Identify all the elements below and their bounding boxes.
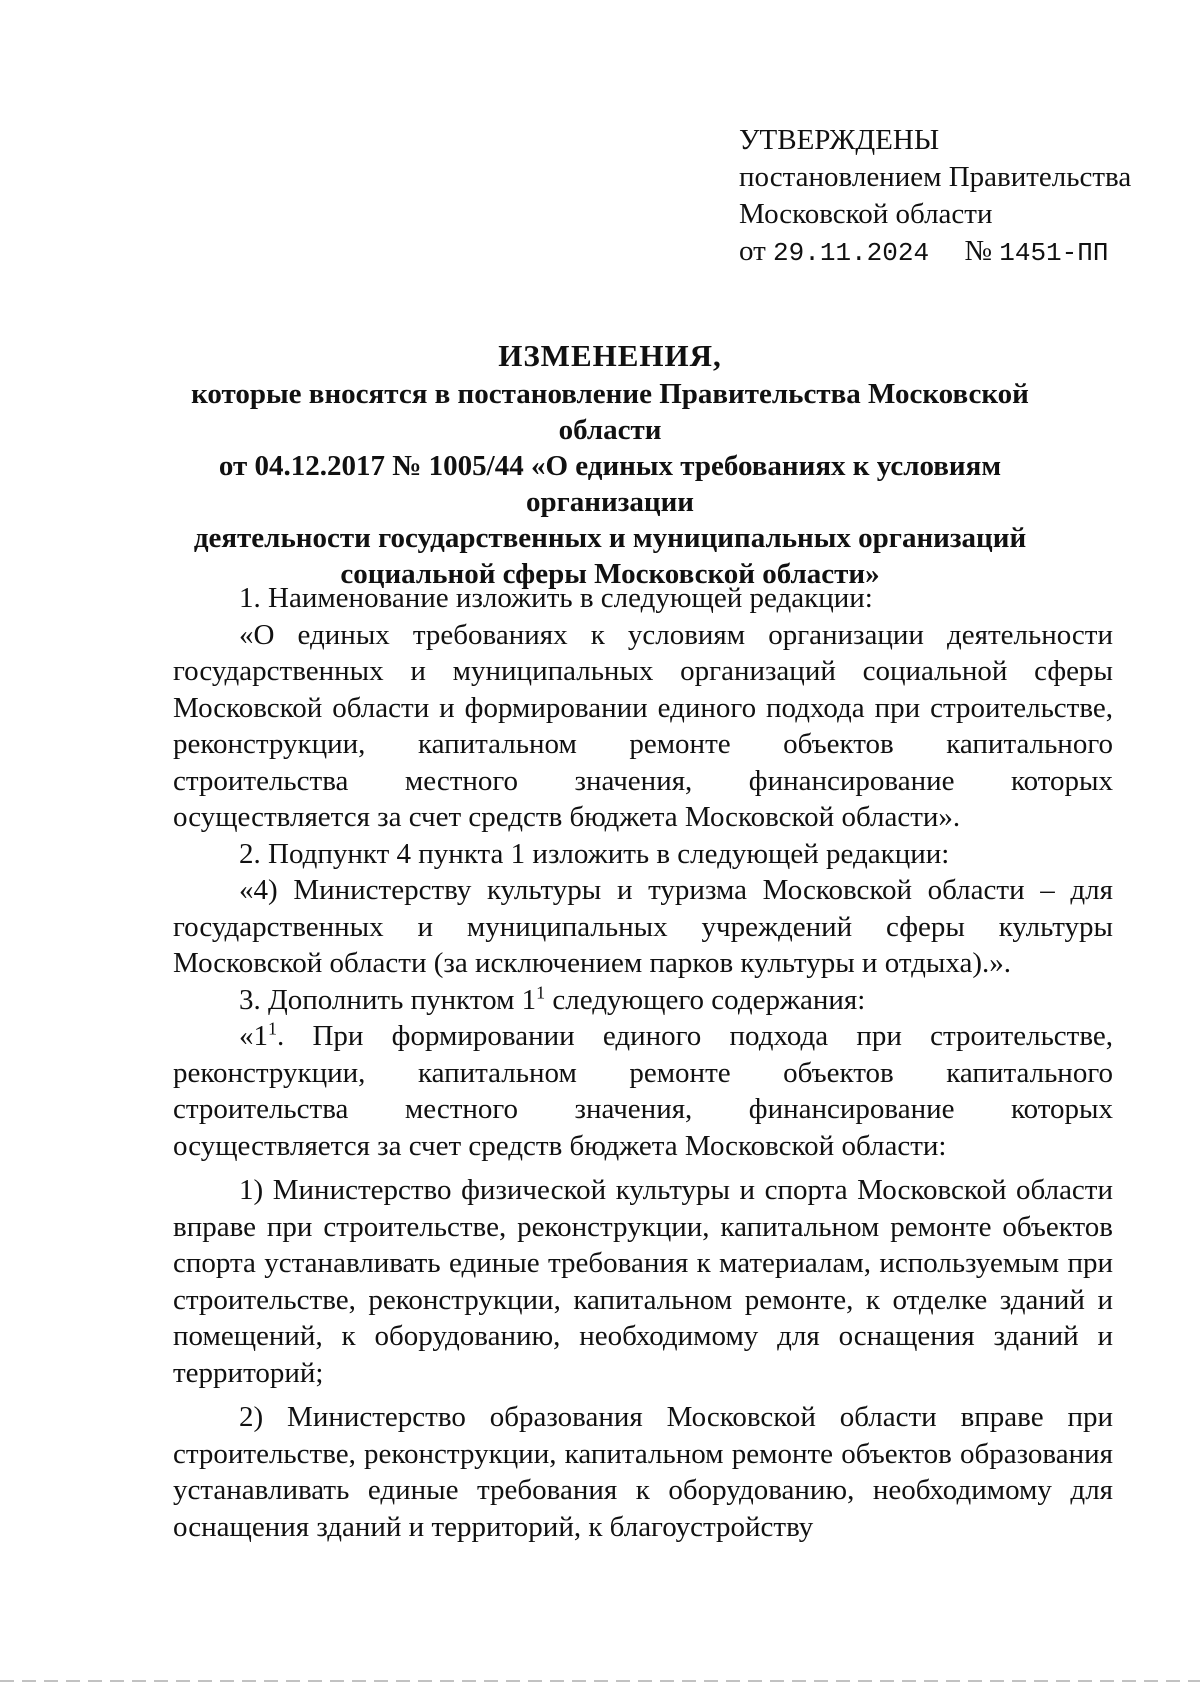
title-line: социальной сферы Московской области» <box>340 558 880 590</box>
title-line: деятельности государственных и муниципальных организаций <box>193 522 1027 554</box>
paragraph-6-text: «1 <box>239 1020 268 1052</box>
approval-number: 1451-ПП <box>999 238 1109 268</box>
paragraph-7: 1) Министерство физической культуры и спорта Московской области вправе при строительстве, реконструкции, капитальном ремонте объектов спорта устанавливать единые требования к материалам, используемым при строительстве, реконструкции, капитальном ремонте, к отделке зданий и помещений, к оборудованию, необходимому для оснащения зданий и территорий; <box>173 1174 1113 1389</box>
superscript: 1 <box>268 1018 277 1039</box>
approval-stamp <box>739 122 1131 272</box>
approval-date: 29.11.2024 <box>773 238 930 268</box>
document-title <box>140 338 1080 592</box>
paragraph-8: 2) Министерство образования Московской области вправе при строительстве, реконструкции, капитальном ремонте объектов образования устанавливать единые требования к оборудованию, необходимому для оснащения зданий и территорий, к благоустройству <box>173 1401 1113 1543</box>
paragraph-6 <box>173 1018 1113 1164</box>
paragraph-6-text-end: . При формировании единого подхода при строительстве, реконструкции, капитальном ремонте объектов капитального строительства местного значения, финансирование которых осуществляется за счет средств бюджета Московской области: <box>173 1020 1113 1162</box>
title-line: от 04.12.2017 № 1005/44 «О единых требованиях к условиям организации <box>218 450 1002 518</box>
scan-edge-line <box>0 1680 1200 1682</box>
paragraph-3: 2. Подпункт 4 пункта 1 изложить в следующей редакции: <box>239 837 950 870</box>
title-line: которые вносятся в постановление Правительства Московской области <box>191 378 1029 446</box>
paragraph-5-text-end: следующего содержания: <box>545 983 866 1016</box>
paragraph-2: «О единых требованиях к условиям организации деятельности государственных и муниципальных организаций социальной сферы Московской области и формировании единого подхода при строительстве, реконструкции, капитальном ремонте объектов капитального строительства местного значения, финансирование которых осуществляется за счет средств бюджета Московской области». <box>173 618 1113 833</box>
paragraph-4: «4) Министерству культуры и туризма Московской области – для государственных и муниципальных учреждений сферы культуры Московской области (за исключением парков культуры и отдыха).». <box>173 874 1113 979</box>
approval-line-resolution: постановлением Правительства <box>739 161 1132 193</box>
paragraph-5 <box>173 982 1113 1019</box>
document-body <box>173 580 1113 1545</box>
approval-date-prefix: от <box>739 235 766 267</box>
approval-date-line <box>739 233 1131 272</box>
superscript: 1 <box>536 981 546 1002</box>
approval-number-sign: № <box>964 235 992 267</box>
title-heading: ИЗМЕНЕНИЯ, <box>498 338 722 373</box>
paragraph-1: 1. Наименование изложить в следующей редакции: <box>239 582 873 614</box>
paragraph-5-text: 3. Дополнить пунктом 1 <box>239 983 537 1016</box>
approval-heading: УТВЕРЖДЕНЫ <box>739 124 940 156</box>
approval-line-region: Московской области <box>739 198 993 230</box>
